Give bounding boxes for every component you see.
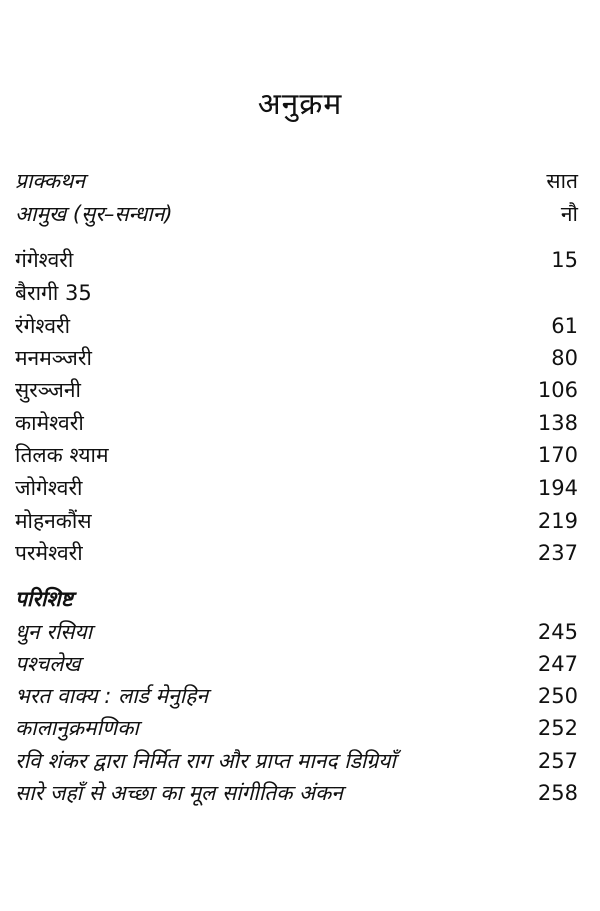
entry-page: सात: [546, 169, 578, 193]
entry-label: सारे जहाँ से अच्छा का मूल सांगीतिक अंकन: [15, 781, 343, 805]
toc-entry: [15, 681, 578, 711]
toc-entry: [15, 617, 578, 647]
toc-entry: [15, 408, 578, 438]
entry-page: 252: [537, 716, 578, 740]
entry-label: सुरञ्जनी: [15, 378, 81, 402]
toc-entry: [15, 538, 578, 568]
toc-entry: [15, 311, 578, 341]
entry-label: परमेश्वरी: [15, 541, 83, 565]
entry-label: मोहनकौंस: [15, 509, 92, 533]
toc-entry: [15, 199, 578, 229]
entry-label: जोगेश्वरी: [15, 476, 83, 500]
entry-page: 247: [537, 652, 578, 676]
entry-label: तिलक श्याम: [15, 443, 109, 467]
toc-entry: [15, 713, 578, 743]
entry-page: 138: [537, 411, 578, 435]
appendix-heading-row: [15, 584, 578, 614]
entry-label: आमुख (सुर–सन्धान): [15, 202, 173, 226]
entry-page: 106: [537, 378, 578, 402]
entry-label: कामेश्वरी: [15, 411, 84, 435]
entry-page: 258: [537, 781, 578, 805]
entry-label: गंगेश्वरी: [15, 248, 74, 272]
toc-entry: [15, 473, 578, 503]
toc-entry: [15, 343, 578, 373]
entry-page: 170: [537, 443, 578, 467]
entry-page: 219: [537, 509, 578, 533]
entry-label: मनमञ्जरी: [15, 346, 92, 370]
toc-entry: [15, 506, 578, 536]
entry-label: बैरागी 35: [15, 281, 92, 305]
entry-page: 257: [537, 749, 578, 773]
entry-label: भरत वाक्य : लार्ड मेनुहिन: [15, 684, 208, 708]
entry-page: 15: [551, 248, 578, 272]
entry-page: 237: [537, 541, 578, 565]
entry-label: रंगेश्वरी: [15, 314, 71, 338]
toc-entry: [15, 166, 578, 196]
toc-entry: [15, 440, 578, 470]
entry-label: धुन रसिया: [15, 620, 93, 644]
entry-label: कालानुक्रमणिका: [15, 716, 139, 740]
toc-entry: [15, 746, 578, 776]
entry-page: नौ: [560, 202, 578, 226]
entry-page: 245: [537, 620, 578, 644]
entry-page: 80: [551, 346, 578, 370]
toc-entry: [15, 245, 578, 275]
page-title: अनुक्रम: [257, 87, 343, 122]
entry-label: प्राक्कथन: [15, 169, 86, 193]
entry-label: रवि शंकर द्वारा निर्मित राग और प्राप्त मानद डिग्रियाँ: [15, 749, 396, 773]
entry-label: पश्चलेख: [15, 652, 81, 676]
appendix-heading: परिशिष्ट: [15, 587, 73, 611]
entry-page: 61: [551, 314, 578, 338]
entry-page: 250: [537, 684, 578, 708]
toc-entry: [15, 778, 578, 808]
entry-page: 194: [537, 476, 578, 500]
toc-entry: [15, 375, 578, 405]
toc-entry: [15, 278, 578, 308]
toc-entry: [15, 649, 578, 679]
